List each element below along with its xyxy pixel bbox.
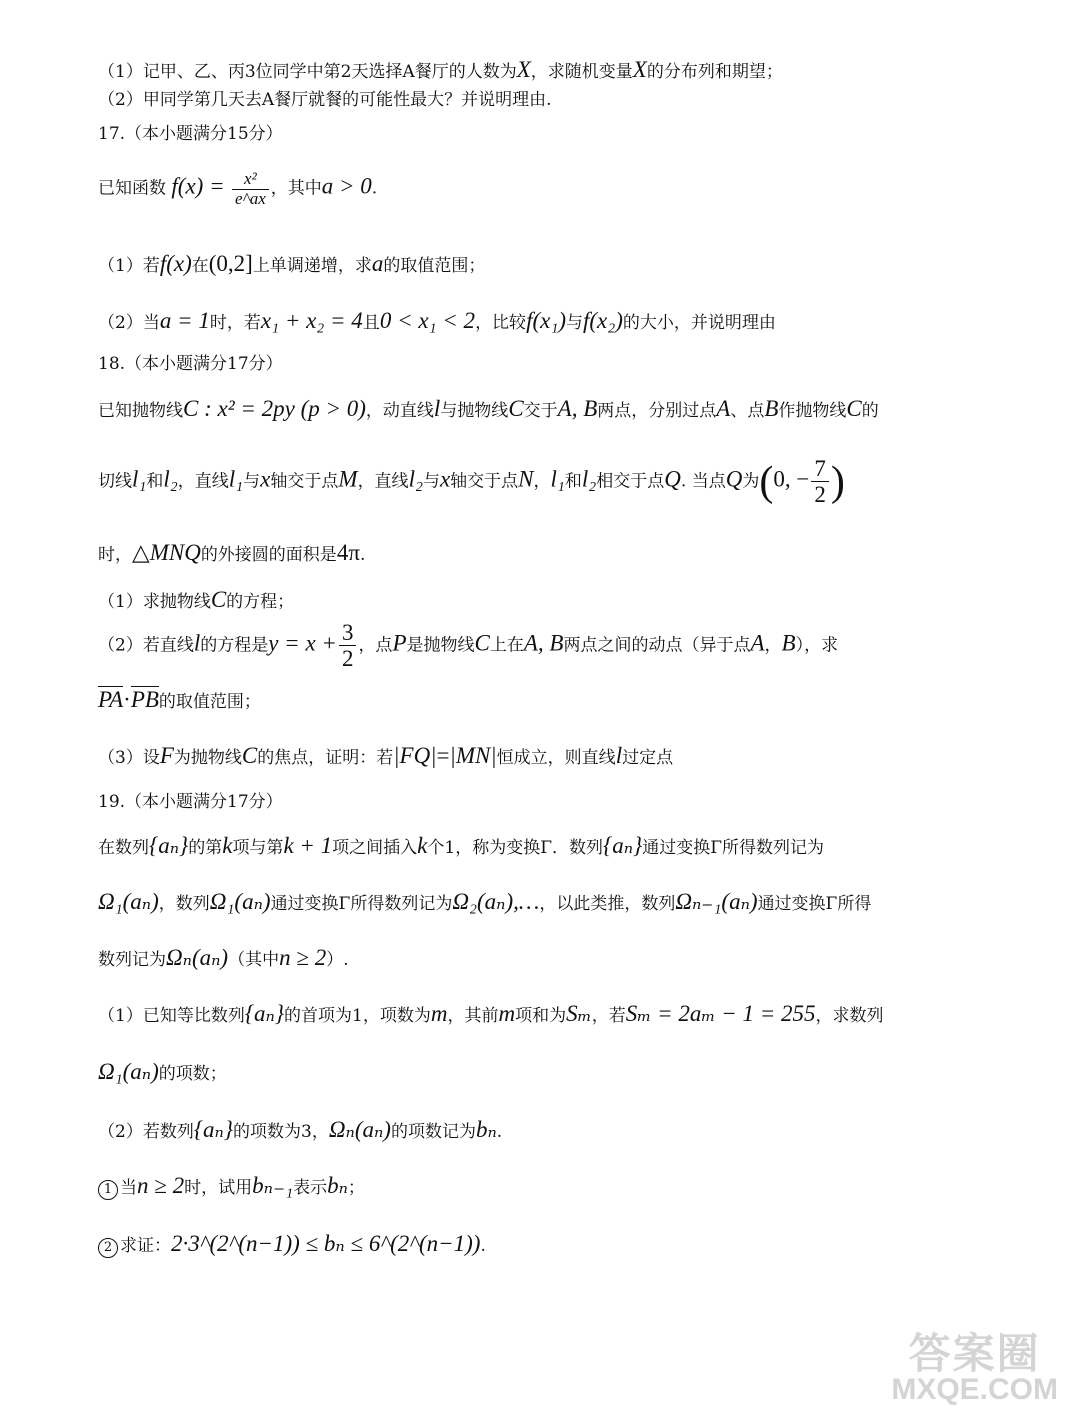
q16-part1: （1）记甲、乙、丙3位同学中第2天选择A餐厅的人数为X，求随机变量X的分布列和期望； xyxy=(98,57,783,82)
vector-pb: PB xyxy=(130,687,159,712)
q17-intro: 已知函数 f(x) = $\frac{\text{x²}}{e\^{}ax}$ ，其中a > 0. xyxy=(98,169,378,208)
q19-intro-line1: 在数列{aₙ}的第k项与第k + 1项之间插入k个1，称为变换Γ．数列{aₙ}通过变换Γ所得数列记为 xyxy=(98,833,825,858)
q18-part2: （2）若直线l的方程是y = x + $\frac{3}{2}$ ，点P是抛物线C上在A, B两点之间的动点（异于点A，B），求 xyxy=(98,620,839,672)
q18-part1: （1）求抛物线C的方程； xyxy=(98,587,295,612)
q17-part2: （2）当a = 1时，若x₁ + x₂ = 4且0 < x₁ < 2，比较f(x₁)与f(x₂)的大小，并说明理由 xyxy=(98,308,776,333)
q18-intro-line1: 已知抛物线C : x² = 2py (p > 0)，动直线l与抛物线C交于A, B两点，分别过点A、点B作抛物线C的 xyxy=(98,396,879,421)
q17-fraction: $\frac{\text{x²}}{e\^{}ax}$ xyxy=(232,170,269,208)
circled-number-1: 1 xyxy=(98,1180,118,1200)
q19-part2: （2）若数列{aₙ}的项数为3，Ωₙ(aₙ)的项数记为bₙ. xyxy=(98,1117,503,1142)
q17-header: 17.（本小题满分15分） xyxy=(98,124,283,144)
q16-part2: （2）甲同学第几天去A餐厅就餐的可能性最大？并说明理由. xyxy=(98,90,552,110)
q18-intro-line2: 切线l₁和l₂，直线l₁与x轴交于点M，直线l₂与x轴交于点N，l₁和l₂相交于点Q. 当点Q为(0, − $\frac{7}{2}$ ) xyxy=(98,456,845,508)
q19-sub2: 2 求证：2·3^(2^(n−1)) ≤ bₙ ≤ 6^(2^(n−1)). xyxy=(98,1232,486,1258)
watermark-logo: 答案圈 MXQE.COM xyxy=(891,1329,1058,1406)
vector-pa: PA xyxy=(98,687,124,712)
q18-part2-cont: PA·PB的取值范围； xyxy=(98,687,261,712)
q18-line-fraction: $\frac{3}{2}$ xyxy=(339,620,357,672)
paren-open: ( xyxy=(759,458,774,505)
q19-intro-line3: 数列记为Ωₙ(aₙ)（其中n ≥ 2）. xyxy=(98,945,349,970)
q19-sub1: 1 当n ≥ 2时，试用bₙ₋₁表示bₙ； xyxy=(98,1174,365,1200)
q18-part3: （3）设F为抛物线C的焦点，证明：若|FQ|=|MN|恒成立，则直线l过定点 xyxy=(98,743,674,768)
q18-intro-line3: 时，△MNQ的外接圆的面积是4π. xyxy=(98,540,366,565)
q19-part1-cont: Ω₁(aₙ)的项数； xyxy=(98,1059,227,1084)
q19-intro-line2: Ω₁(aₙ)，数列Ω₁(aₙ)通过变换Γ所得数列记为Ω₂(aₙ),…，以此类推，数列Ωₙ₋₁(aₙ)通过变换Γ所得 xyxy=(98,889,872,914)
q19-part1: （1）已知等比数列{aₙ}的首项为1，项数为m，其前m项和为Sₘ，若Sₘ = 2aₘ − 1 = 255，求数列 xyxy=(98,1001,884,1026)
paren-close: ) xyxy=(830,458,845,505)
circled-number-2: 2 xyxy=(98,1238,118,1258)
q19-header: 19.（本小题满分17分） xyxy=(98,792,283,812)
q17-part1: （1）若f(x)在(0,2]上单调递增，求a的取值范围； xyxy=(98,251,486,276)
q18-header: 18.（本小题满分17分） xyxy=(98,354,283,374)
q18-q-fraction: $\frac{7}{2}$ xyxy=(811,456,829,508)
